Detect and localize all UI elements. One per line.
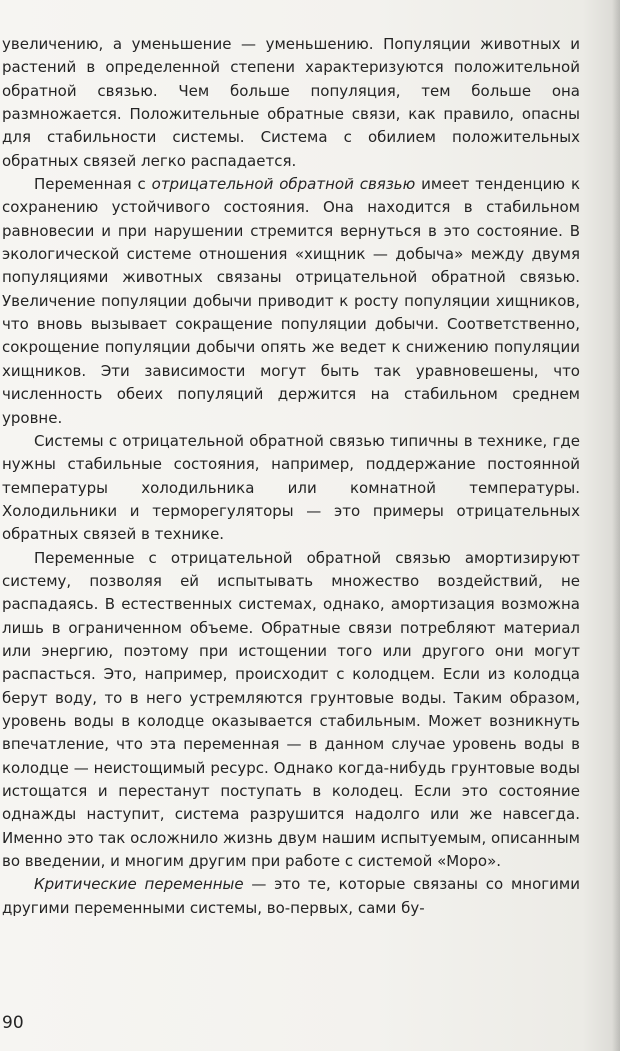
page-number: 90 (2, 1013, 24, 1033)
paragraph (2, 33, 580, 173)
paragraph (2, 547, 580, 874)
text-segment: Переменные с отрицательной обратной связью амортизируют систему, позволяя ей испытывать множество воздействий, не распадаясь. В естественных системах, однако, амортизация возможна лишь в ограниченном объеме. Обратные связи потребляют материал или энергию, поэтому при истощении того или другого они могут распасться. Это, например, происходит с колодцем. Если из колодца берут воду, то в него устремляются грунтовые воды. Таким образом, уровень воды в колодце оказывается стабильным. Может возникнуть впечатление, что эта переменная — в данном случае уровень воды в колодце — неистощимый ресурс. Однако когда-нибудь грунтовые воды истощатся и перестанут поступать в колодец. Если это состояние однажды наступит, система разрушится надолго или же навсегда. Именно это так осложнило жизнь двум нашим испытуемым, описанным во введении, и многим другим при работе с системой «Моро». (2, 548, 580, 871)
paragraph (2, 173, 580, 430)
text-segment: увеличению, а уменьшение — уменьшению. Популяции животных и растений в определенной степени характеризуются положительной обратной связью. Чем больше популяция, тем больше она размножается. Положительные обратные связи, как правило, опасны для стабильности системы. Система с обилием положительных обратных связей легко распадается. (2, 35, 580, 170)
paragraph (2, 873, 580, 920)
body-text (2, 33, 580, 920)
paragraph (2, 430, 580, 547)
italic-term: отрицательной обратной связью (151, 175, 416, 194)
text-segment: Переменная с (34, 175, 152, 194)
text-segment: — это те, которые связаны со многими другими переменными системы, во-первых, сами бу- (2, 875, 580, 917)
text-segment: имеет тенденцию к сохранению устойчивого состояния. Она находится в стабильном равновесии и при нарушении стремится вернуться в это состояние. В экологической системе отношения «хищник — добыча» между двумя популяциями животных связаны отрицательной обратной связью. Увеличение популяции добычи приводит к росту популяции хищников, что вновь вызывает сокращение популяции добычи. Соответственно, сокрощение популяции добычи опять же ведет к снижению популяции хищников. Эти зависимости могут быть так уравновешены, что численность обеих популяций держится на стабильном среднем уровне. (2, 175, 580, 427)
page-edge-shadow (612, 0, 620, 1051)
italic-term: Критические переменные (34, 875, 244, 894)
text-segment: Системы с отрицательной обратной связью типичны в технике, где нужны стабильные состояния, например, поддержание постоянной температуры холодильника или комнатной температуры. Холодильники и терморегуляторы — это примеры отрицательных обратных связей в технике. (2, 431, 580, 544)
